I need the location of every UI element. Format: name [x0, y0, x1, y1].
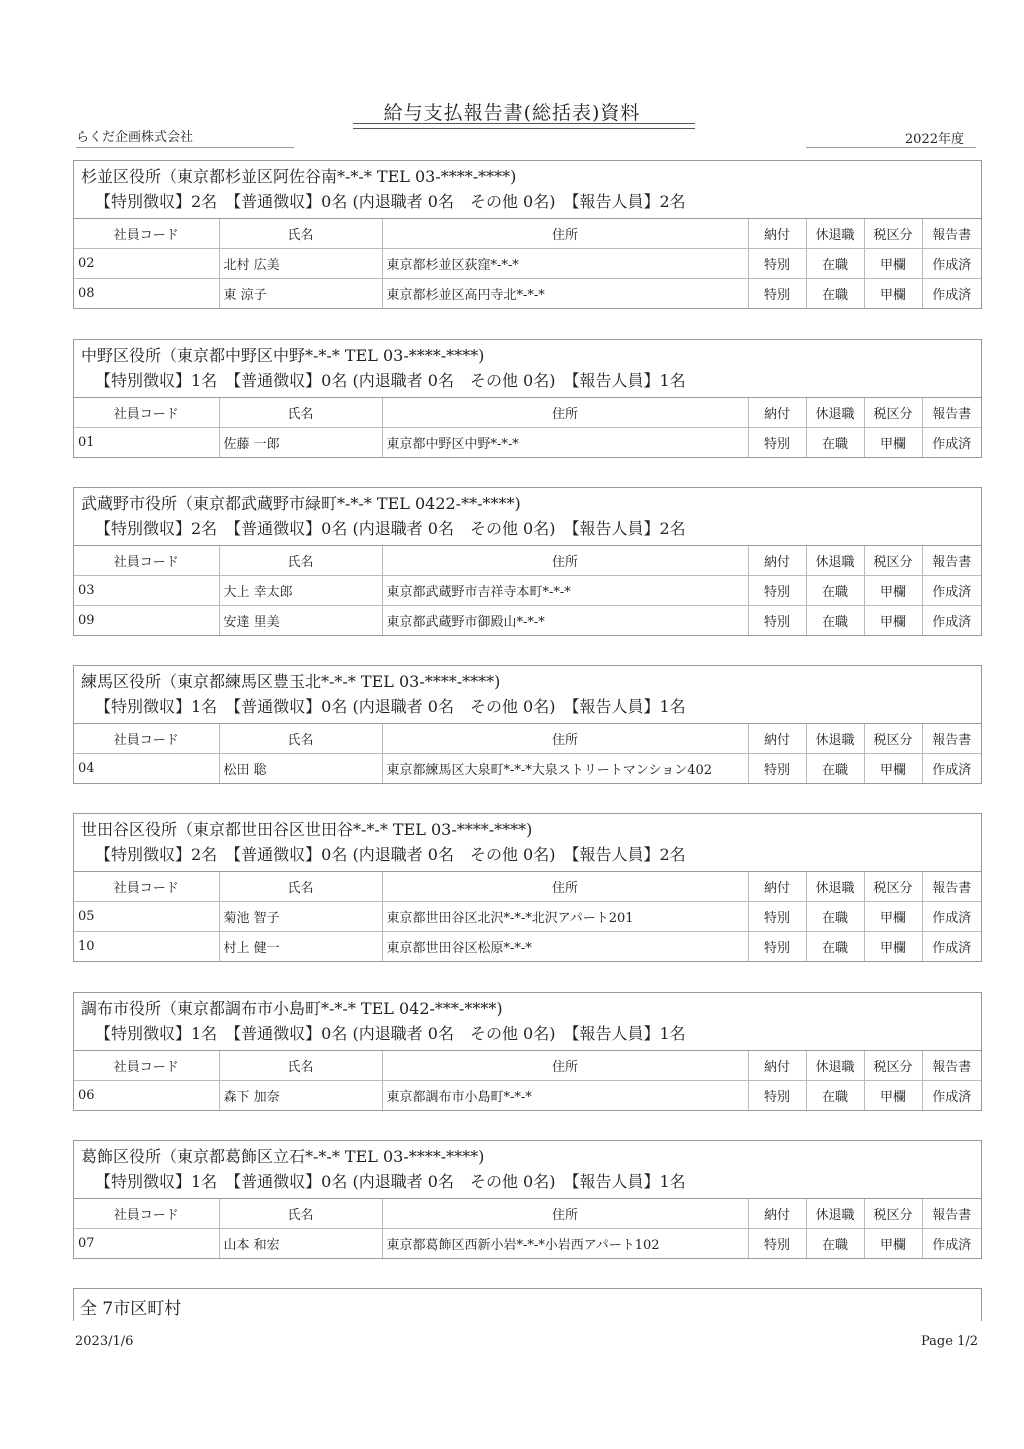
- column-header-address: 住所: [382, 724, 748, 754]
- employee-name-cell: 大上 幸太郎: [219, 576, 382, 606]
- employment-status-cell: 在職: [806, 606, 864, 636]
- column-header-address: 住所: [382, 1199, 748, 1229]
- column-header-employee-code: 社員コード: [74, 1051, 219, 1081]
- employment-status-cell: 在職: [806, 932, 864, 962]
- employee-name-cell: 菊池 智子: [219, 902, 382, 932]
- address-cell: 東京都杉並区荻窪*-*-*: [382, 249, 748, 279]
- office-section: [73, 487, 982, 636]
- address-cell: 東京都世田谷区北沢*-*-*北沢アパート201: [382, 902, 748, 932]
- employee-table: [74, 398, 981, 457]
- column-header-employee-code: 社員コード: [74, 546, 219, 576]
- column-header-address: 住所: [382, 1051, 748, 1081]
- report-status-cell: 作成済: [922, 576, 981, 606]
- office-section: [73, 813, 982, 962]
- employment-status-cell: 在職: [806, 428, 864, 458]
- employee-code-cell: 06: [74, 1081, 219, 1111]
- table-header-row: [74, 219, 981, 249]
- employee-code-cell: 08: [74, 279, 219, 309]
- report-status-cell: 作成済: [922, 428, 981, 458]
- address-cell: 東京都世田谷区松原*-*-*: [382, 932, 748, 962]
- column-header-employee-name: 氏名: [219, 872, 382, 902]
- column-header-payment-type: 納付: [748, 219, 806, 249]
- column-header-employment-status: 休退職: [806, 724, 864, 754]
- table-row: [74, 428, 981, 458]
- table-row: [74, 576, 981, 606]
- tax-class-cell: 甲欄: [864, 428, 922, 458]
- payment-type-cell: 特別: [748, 1229, 806, 1259]
- table-header-row: [74, 546, 981, 576]
- column-header-report-status: 報告書: [932, 1060, 972, 1075]
- office-counts: 【特別徴収】2名 【普通徴収】0名 (内退職者 0名 その他 0名) 【報告人員】2名: [95, 845, 686, 864]
- payment-type-cell: 特別: [748, 606, 806, 636]
- tax-class-cell: 甲欄: [864, 1229, 922, 1259]
- address-cell: 東京都調布市小島町*-*-*: [382, 1081, 748, 1111]
- employment-status-cell: 在職: [806, 1081, 864, 1111]
- employee-code-cell: 01: [74, 428, 219, 458]
- employee-name-cell: 松田 聡: [219, 754, 382, 784]
- employment-status-cell: 在職: [806, 249, 864, 279]
- employee-name-cell: 山本 和宏: [219, 1229, 382, 1259]
- payment-type-cell: 特別: [748, 428, 806, 458]
- office-name: 練馬区役所（東京都練馬区豊玉北*-*-* TEL 03-****-****): [81, 672, 501, 691]
- employee-code-cell: 04: [74, 754, 219, 784]
- office-name: 世田谷区役所（東京都世田谷区世田谷*-*-* TEL 03-****-****): [81, 820, 533, 839]
- tax-class-cell: 甲欄: [864, 279, 922, 309]
- employee-name-cell: 佐藤 一郎: [219, 428, 382, 458]
- office-name: 葛飾区役所（東京都葛飾区立石*-*-* TEL 03-****-****): [81, 1147, 485, 1166]
- report-status-cell: 作成済: [922, 902, 981, 932]
- column-header-tax-class: 税区分: [864, 1199, 922, 1229]
- office-header: [74, 340, 981, 398]
- employee-code-cell: 09: [74, 606, 219, 636]
- column-header-address: 住所: [382, 398, 748, 428]
- table-row: [74, 1081, 981, 1111]
- office-header: [74, 161, 981, 219]
- table-header-row: [74, 1051, 981, 1081]
- company-name: らくだ企画株式会社: [76, 130, 194, 145]
- address-cell: 東京都葛飾区西新小岩*-*-*小岩西アパート102: [382, 1229, 748, 1259]
- column-header-report-status: 報告書: [932, 407, 972, 422]
- employee-code-cell: 10: [74, 932, 219, 962]
- column-header-payment-type: 納付: [748, 724, 806, 754]
- column-header-report-status: 報告書: [932, 733, 972, 748]
- column-header-employment-status: 休退職: [806, 546, 864, 576]
- report-status-cell: 作成済: [922, 606, 981, 636]
- title-underline: [353, 123, 695, 129]
- office-section: [73, 339, 982, 458]
- report-status-cell: 作成済: [922, 249, 981, 279]
- table-row: [74, 279, 981, 309]
- address-cell: 東京都杉並区高円寺北*-*-*: [382, 279, 748, 309]
- column-header-tax-class: 税区分: [864, 1051, 922, 1081]
- table-row: [74, 754, 981, 784]
- column-header-address: 住所: [382, 872, 748, 902]
- column-header-tax-class: 税区分: [864, 546, 922, 576]
- fiscal-year-underline: [806, 147, 976, 148]
- table-row: [74, 1229, 981, 1259]
- office-name: 杉並区役所（東京都杉並区阿佐谷南*-*-* TEL 03-****-****): [81, 167, 517, 186]
- employment-status-cell: 在職: [806, 1229, 864, 1259]
- column-header-employee-code: 社員コード: [74, 398, 219, 428]
- summary-text: 全 7市区町村: [80, 1299, 182, 1319]
- page-number: Page 1/2: [921, 1334, 978, 1349]
- company-underline: [76, 147, 294, 148]
- address-cell: 東京都中野区中野*-*-*: [382, 428, 748, 458]
- tax-class-cell: 甲欄: [864, 606, 922, 636]
- column-header-employee-name: 氏名: [219, 219, 382, 249]
- payment-type-cell: 特別: [748, 754, 806, 784]
- payment-type-cell: 特別: [748, 1081, 806, 1111]
- employee-name-cell: 北村 広美: [219, 249, 382, 279]
- column-header-payment-type: 納付: [748, 398, 806, 428]
- tax-class-cell: 甲欄: [864, 249, 922, 279]
- office-section: [73, 160, 982, 309]
- column-header-tax-class: 税区分: [864, 398, 922, 428]
- employment-status-cell: 在職: [806, 576, 864, 606]
- employment-status-cell: 在職: [806, 754, 864, 784]
- employee-code-cell: 02: [74, 249, 219, 279]
- table-row: [74, 249, 981, 279]
- office-name: 武蔵野市役所（東京都武蔵野市緑町*-*-* TEL 0422-**-****): [81, 494, 521, 513]
- office-header: [74, 1141, 981, 1199]
- column-header-employee-name: 氏名: [219, 546, 382, 576]
- report-status-cell: 作成済: [922, 1229, 981, 1259]
- office-header: [74, 814, 981, 872]
- employee-name-cell: 森下 加奈: [219, 1081, 382, 1111]
- tax-class-cell: 甲欄: [864, 754, 922, 784]
- employee-code-cell: 07: [74, 1229, 219, 1259]
- office-counts: 【特別徴収】1名 【普通徴収】0名 (内退職者 0名 その他 0名) 【報告人員】1名: [95, 371, 686, 390]
- column-header-employment-status: 休退職: [806, 398, 864, 428]
- payment-type-cell: 特別: [748, 249, 806, 279]
- employee-table: [74, 219, 981, 308]
- column-header-tax-class: 税区分: [864, 219, 922, 249]
- office-counts: 【特別徴収】1名 【普通徴収】0名 (内退職者 0名 その他 0名) 【報告人員】1名: [95, 697, 686, 716]
- address-cell: 東京都練馬区大泉町*-*-*大泉ストリートマンション402: [382, 754, 748, 784]
- office-header: [74, 666, 981, 724]
- employee-table: [74, 872, 981, 961]
- summary-box: [73, 1288, 982, 1321]
- office-header: [74, 993, 981, 1051]
- payment-type-cell: 特別: [748, 279, 806, 309]
- employee-table: [74, 1051, 981, 1110]
- payment-type-cell: 特別: [748, 576, 806, 606]
- column-header-report-status: 報告書: [932, 1208, 972, 1223]
- table-header-row: [74, 724, 981, 754]
- report-status-cell: 作成済: [922, 932, 981, 962]
- employee-name-cell: 東 涼子: [219, 279, 382, 309]
- column-header-employee-name: 氏名: [219, 724, 382, 754]
- office-counts: 【特別徴収】2名 【普通徴収】0名 (内退職者 0名 その他 0名) 【報告人員】2名: [95, 192, 686, 211]
- column-header-employee-name: 氏名: [219, 1051, 382, 1081]
- office-name: 中野区役所（東京都中野区中野*-*-* TEL 03-****-****): [81, 346, 485, 365]
- column-header-employment-status: 休退職: [806, 219, 864, 249]
- column-header-payment-type: 納付: [748, 1051, 806, 1081]
- office-header: [74, 488, 981, 546]
- tax-class-cell: 甲欄: [864, 576, 922, 606]
- employee-table: [74, 1199, 981, 1258]
- print-date: 2023/1/6: [75, 1334, 134, 1349]
- column-header-tax-class: 税区分: [864, 724, 922, 754]
- column-header-employee-code: 社員コード: [74, 724, 219, 754]
- employee-table: [74, 546, 981, 635]
- table-header-row: [74, 1199, 981, 1229]
- column-header-report-status: 報告書: [932, 555, 972, 570]
- employee-name-cell: 安達 里美: [219, 606, 382, 636]
- office-section: [73, 1140, 982, 1259]
- tax-class-cell: 甲欄: [864, 1081, 922, 1111]
- office-counts: 【特別徴収】1名 【普通徴収】0名 (内退職者 0名 その他 0名) 【報告人員】1名: [95, 1024, 686, 1043]
- column-header-employee-code: 社員コード: [74, 1199, 219, 1229]
- employee-name-cell: 村上 健一: [219, 932, 382, 962]
- office-section: [73, 992, 982, 1111]
- office-counts: 【特別徴収】2名 【普通徴収】0名 (内退職者 0名 その他 0名) 【報告人員】2名: [95, 519, 686, 538]
- column-header-payment-type: 納付: [748, 546, 806, 576]
- column-header-employment-status: 休退職: [806, 1051, 864, 1081]
- payment-type-cell: 特別: [748, 902, 806, 932]
- employee-code-cell: 03: [74, 576, 219, 606]
- column-header-address: 住所: [382, 219, 748, 249]
- tax-class-cell: 甲欄: [864, 902, 922, 932]
- employment-status-cell: 在職: [806, 902, 864, 932]
- column-header-employee-name: 氏名: [219, 398, 382, 428]
- column-header-employee-code: 社員コード: [74, 219, 219, 249]
- report-status-cell: 作成済: [922, 279, 981, 309]
- tax-class-cell: 甲欄: [864, 932, 922, 962]
- table-row: [74, 902, 981, 932]
- column-header-employment-status: 休退職: [806, 1199, 864, 1229]
- column-header-payment-type: 納付: [748, 1199, 806, 1229]
- office-counts: 【特別徴収】1名 【普通徴収】0名 (内退職者 0名 その他 0名) 【報告人員】1名: [95, 1172, 686, 1191]
- column-header-employment-status: 休退職: [806, 872, 864, 902]
- address-cell: 東京都武蔵野市吉祥寺本町*-*-*: [382, 576, 748, 606]
- table-row: [74, 606, 981, 636]
- address-cell: 東京都武蔵野市御殿山*-*-*: [382, 606, 748, 636]
- column-header-employee-name: 氏名: [219, 1199, 382, 1229]
- report-status-cell: 作成済: [922, 1081, 981, 1111]
- office-name: 調布市役所（東京都調布市小島町*-*-* TEL 042-***-****): [81, 999, 503, 1018]
- employment-status-cell: 在職: [806, 279, 864, 309]
- table-header-row: [74, 872, 981, 902]
- column-header-payment-type: 納付: [748, 872, 806, 902]
- column-header-report-status: 報告書: [932, 881, 972, 896]
- table-header-row: [74, 398, 981, 428]
- column-header-employee-code: 社員コード: [74, 872, 219, 902]
- column-header-address: 住所: [382, 546, 748, 576]
- column-header-tax-class: 税区分: [864, 872, 922, 902]
- table-row: [74, 932, 981, 962]
- fiscal-year: 2022年度: [904, 132, 964, 147]
- document-title: 給与支払報告書(総括表)資料: [383, 102, 641, 124]
- employee-table: [74, 724, 981, 783]
- office-section: [73, 665, 982, 784]
- report-status-cell: 作成済: [922, 754, 981, 784]
- column-header-report-status: 報告書: [932, 228, 972, 243]
- employee-code-cell: 05: [74, 902, 219, 932]
- payment-type-cell: 特別: [748, 932, 806, 962]
